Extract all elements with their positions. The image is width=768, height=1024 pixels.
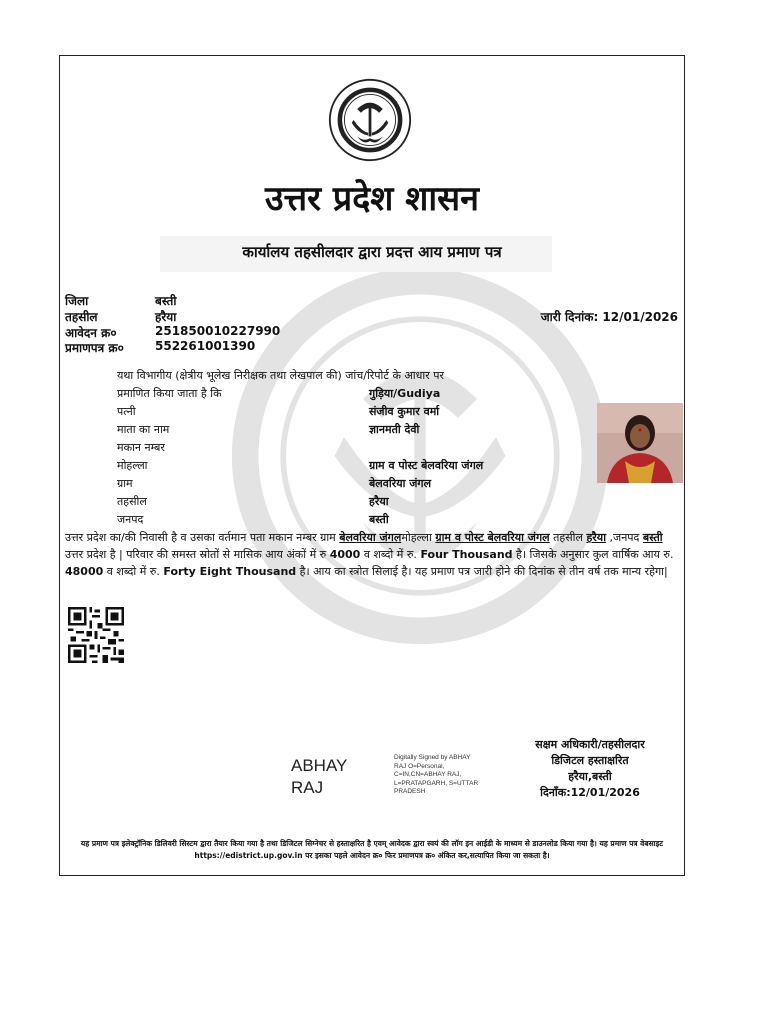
footer-note: यह प्रमाण पत्र इलेक्ट्रॉनिक डिलिवरी सिस्टम द्वारा तैयार किया गया है तथा डिजिटल सिग्नेचर से हस्ताक्षरित है एवम् आवेदक द्वारा स्वयं की लॉग इन आईडी के माध्यम से डाउनलोड किया गया है। यह प्रमाण पत्र वेबसाइट https://edistrict.up.gov.in पर इसका पहले आवेदन क्र० फिर प्रमाणपत्र क्र० अंकित कर,सत्यापित किया जा सकता है। [80, 839, 664, 860]
detail-label: मोहल्ला [117, 459, 148, 472]
paragraph-text: है। आय का स्त्रोत सिलाई है। यह प्रमाण पत्र जारी होने की दिनांक से तीन वर्ष तक मान्य रहेगा| [296, 565, 668, 578]
digital-signature-line: RAJ O=Personal, [394, 762, 445, 770]
digital-signature-line: C=IN,CN=ABHAY RAJ, [394, 771, 462, 778]
certificate-number: 552261001390 [155, 339, 256, 353]
paragraph-text: उत्तर प्रदेश का/की निवासी है व उसका वर्तमान पता मकान नम्बर ग्राम [65, 531, 340, 544]
signer-first-name: ABHAY [291, 756, 348, 775]
paragraph-text: व शब्दो में रु. [103, 565, 164, 578]
paragraph-mohalla: ग्राम व पोस्ट बेलवरिया जंगल [435, 531, 550, 544]
intro-text: यथा विभागीय (क्षेत्रीय भूलेख निरीक्षक तथा लेखपाल की) जांच/रिपोर्ट के आधार पर [117, 369, 444, 382]
signer-name [291, 755, 347, 799]
detail-label: प्रमाणित किया जाता है कि [117, 387, 222, 400]
paragraph-text: है। जिसके अनुसार कुल वार्षिक आय रु. [512, 548, 674, 561]
qr-code[interactable] [68, 607, 124, 663]
detail-label: ग्राम [117, 477, 133, 490]
detail-value-name: गुड़िया/Gudiya [369, 387, 441, 400]
application-label: आवेदन क्र० [65, 326, 117, 340]
detail-label: मकान नम्बर [117, 441, 165, 454]
tehsil-value: हरैया [155, 310, 177, 324]
application-number: 251850010227990 [155, 324, 281, 338]
digital-signature-details [394, 754, 504, 797]
detail-value-village: बेलवरिया जंगल [369, 477, 432, 490]
applicant-photo [597, 403, 683, 483]
certificate-subtitle: कार्यालय तहसीलदार द्वारा प्रदत्त आय प्रमाण पत्र [242, 243, 502, 261]
authority-title: सक्षम अधिकारी/तहसीलदार [535, 738, 645, 751]
paragraph-tehsil: हरैया [586, 531, 607, 544]
detail-label: तहसील [117, 495, 147, 508]
monthly-income-amount: 4000 [329, 548, 361, 561]
issue-date: जारी दिनांक: 12/01/2026 [540, 310, 678, 324]
paragraph-text: उत्तर प्रदेश है | परिवार की समस्त स्रोतों से मासिक आय अंकों में रु [65, 548, 330, 561]
page-title: उत्तर प्रदेश शासन [264, 179, 479, 219]
paragraph-text: तहसील [549, 531, 587, 544]
paragraph-village: बेलवरिया जंगल [339, 531, 402, 544]
detail-label: पत्नी [117, 405, 136, 418]
detail-value-mother: ज्ञानमती देवी [369, 423, 420, 436]
signer-last-name: RAJ [291, 778, 324, 797]
state-emblem-icon [324, 78, 416, 162]
district-value: बस्ती [155, 294, 177, 308]
certificate-paragraph [65, 529, 677, 580]
certificate-number-label: प्रमाणपत्र क्र० [65, 341, 124, 355]
annual-income-amount: 48000 [65, 565, 104, 578]
authority-location: हरैया,बस्ती [568, 770, 612, 783]
digital-signature-line: L=PRATAPGARH, S=UTTAR [394, 779, 479, 787]
annual-income-words: Forty Eight Thousand [163, 565, 297, 578]
authority-block [500, 737, 680, 801]
detail-label: जनपद [117, 513, 144, 526]
monthly-income-words: Four Thousand [420, 548, 513, 561]
paragraph-district: बस्ती [642, 531, 663, 544]
digital-signature-line: PRADESH [394, 788, 426, 795]
detail-label: माता का नाम [117, 423, 170, 436]
certificate [59, 55, 685, 876]
paragraph-text: मोहल्ला [401, 531, 436, 544]
district-label: जिला [65, 294, 89, 308]
authority-signed: डिजिटल हस्ताक्षरित [551, 754, 629, 767]
detail-value-mohalla: ग्राम व पोस्ट बेलवरिया जंगल [369, 459, 484, 472]
detail-value-tehsil: हरैया [369, 495, 389, 508]
paragraph-text: व शब्दो में रु. [360, 548, 421, 561]
paragraph-text: ,जनपद [606, 531, 643, 544]
detail-value-district: बस्ती [369, 513, 389, 526]
detail-value-spouse: संजीव कुमार वर्मा [369, 405, 440, 418]
tehsil-label: तहसील [65, 310, 98, 324]
digital-signature-line: Digitally Signed by ABHAY [394, 754, 471, 761]
authority-date: दिनाँक:12/01/2026 [540, 786, 640, 799]
